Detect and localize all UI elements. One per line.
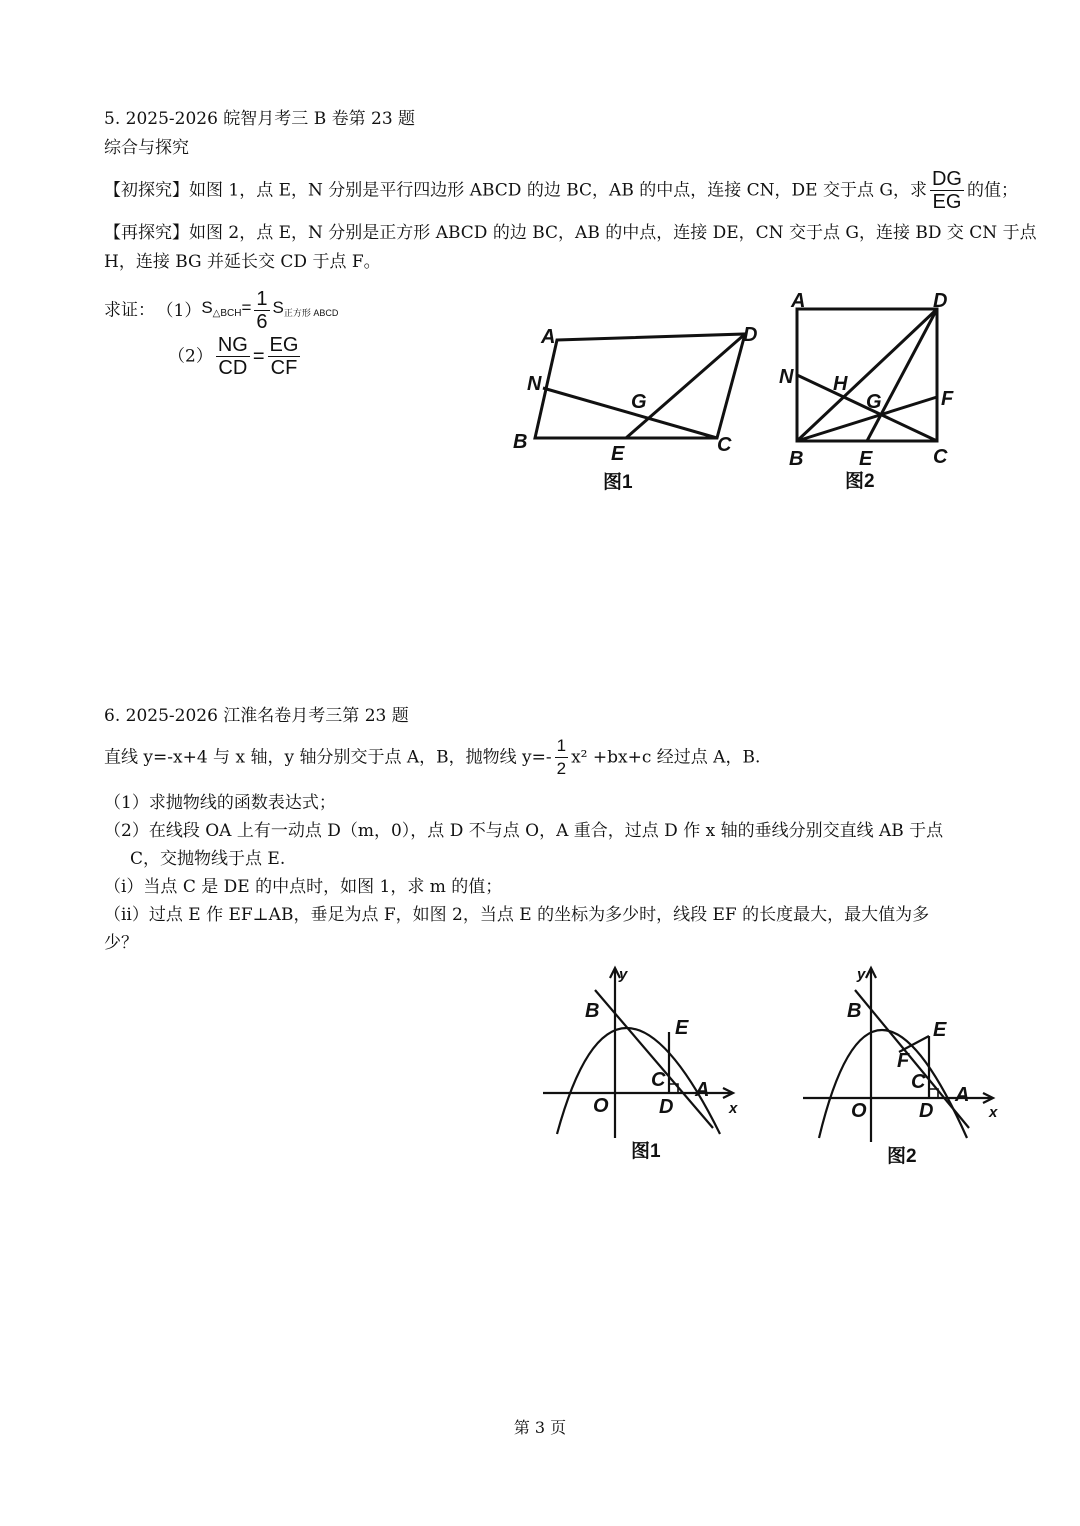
- p1-frac-den: 6: [256, 311, 268, 333]
- label-F: F: [941, 388, 954, 410]
- label-E: E: [933, 1019, 947, 1041]
- q5-zai-line1: [104, 222, 1037, 244]
- q6-part2-a: （2）在线段 OA 上有一动点 D（m，0），点 D 不与点 O，A 重合，过点 D 作 x 轴的垂线分别交直线 AB 于点: [104, 821, 944, 841]
- p2-fraction-2: [268, 334, 301, 379]
- segment-de: [626, 334, 745, 438]
- q6-figure-1: [535, 962, 755, 1167]
- label-H: H: [833, 373, 848, 395]
- p1-frac-num: 1: [256, 288, 268, 310]
- label-A: A: [791, 290, 806, 312]
- label-y: y: [619, 966, 628, 983]
- q6-line1-a: 直线 y=-x+4 与 x 轴，y 轴分别交于点 A，B，抛物线 y=-: [104, 747, 552, 768]
- p2-number: （2）: [168, 346, 213, 367]
- p2-frac2-den: CF: [270, 357, 298, 379]
- label-N: N: [527, 373, 542, 395]
- p2-frac1-num: NG: [217, 334, 248, 356]
- parabola: [819, 1030, 970, 1138]
- p1-number: （1）: [165, 300, 202, 321]
- label-x: x: [729, 1100, 738, 1117]
- fig2-caption: 图2: [845, 471, 875, 492]
- p2-fraction-1: [216, 334, 250, 379]
- chu-label: 【初探究】: [104, 180, 189, 201]
- q5-proof-2: [168, 334, 303, 379]
- label-O: O: [851, 1100, 867, 1122]
- label-G: G: [631, 391, 647, 413]
- q6-part1: （1）求抛物线的函数表达式；: [104, 793, 336, 813]
- p1-fraction: [254, 288, 269, 333]
- q5-header: 5. 2025-2026 皖智月考三 B 卷第 23 题: [104, 109, 416, 129]
- segment-de: [867, 309, 937, 441]
- label-B: B: [789, 448, 804, 470]
- q6-figure-2: [795, 962, 1015, 1172]
- label-B: B: [585, 1000, 600, 1022]
- q6-fraction: [555, 735, 568, 780]
- segment-cn: [543, 388, 717, 438]
- q6-part-ii-a: （ii）过点 E 作 EF⊥AB，垂足为点 F，如图 2，当点 E 的坐标为多少时，线段 EF 的长度最大，最大值为多: [104, 905, 930, 925]
- label-A: A: [955, 1084, 970, 1106]
- label-A: A: [695, 1079, 710, 1101]
- q6-part2-b: C，交抛物线于点 E.: [130, 849, 286, 869]
- zai-label: 【再探究】: [104, 223, 189, 243]
- page-footer: 第 3 页: [513, 1418, 567, 1437]
- line-ab: [595, 990, 713, 1128]
- label-E: E: [611, 443, 625, 465]
- q5-figure-2: [775, 285, 965, 495]
- chu-tail: 的值；: [966, 180, 1018, 201]
- label-D: D: [659, 1096, 674, 1118]
- q6-line1: [104, 735, 760, 780]
- fig1-caption: 图1: [603, 472, 633, 493]
- chu-frac-den: EG: [932, 191, 962, 213]
- segment-bd: [797, 309, 937, 441]
- p1-s2: S: [272, 298, 284, 317]
- label-C: C: [911, 1071, 926, 1093]
- q5-subtitle: 综合与探究: [104, 138, 189, 158]
- label-F: F: [897, 1050, 910, 1072]
- q6-line1-b: x² +bx+c 经过点 A，B.: [571, 747, 761, 768]
- label-E: E: [675, 1017, 689, 1039]
- chu-fraction: [930, 168, 964, 213]
- q5-figure-1: [505, 320, 765, 500]
- p2-frac2-num: EG: [269, 334, 299, 356]
- label-y: y: [857, 966, 866, 983]
- p1-s: S: [201, 297, 213, 317]
- chu-text: 如图 1，点 E，N 分别是平行四边形 ABCD 的边 BC，AB 的中点，连接 CN，DE 交于点 G，求: [189, 180, 927, 201]
- label-C: C: [933, 446, 948, 468]
- proof-label: 求证：: [104, 300, 155, 321]
- q5-chu-line: [104, 168, 1018, 213]
- label-B: B: [513, 431, 528, 453]
- p1-sub2: 正方形 ABCD: [283, 308, 339, 318]
- q6-frac-num: 1: [555, 735, 568, 758]
- label-C: C: [651, 1069, 666, 1091]
- q6-fig1-caption: 图1: [631, 1141, 661, 1162]
- q6-fig2-caption: 图2: [887, 1146, 917, 1167]
- p1-sub: △BCH: [212, 307, 242, 319]
- label-A: A: [541, 326, 556, 348]
- zai-text1: 如图 2，点 E，N 分别是正方形 ABCD 的边 BC，AB 的中点，连接 DE，CN 交于点 G，连接 BD 交 CN 于点: [189, 223, 1037, 243]
- p2-eq: =: [252, 345, 265, 368]
- label-O: O: [593, 1095, 609, 1117]
- label-B: B: [847, 1000, 862, 1022]
- q5-proof-1: [104, 288, 338, 333]
- q6-header: 6. 2025-2026 江淮名卷月考三第 23 题: [104, 706, 409, 726]
- p1-area: [201, 298, 251, 317]
- q5-zai-line2: H，连接 BG 并延长交 CD 于点 F。: [104, 252, 381, 272]
- q6-part-ii-b: 少？: [104, 933, 138, 953]
- label-D: D: [743, 324, 758, 346]
- parallelogram-abcd: [535, 334, 745, 438]
- label-D: D: [919, 1100, 934, 1122]
- label-x: x: [989, 1104, 998, 1121]
- label-G: G: [866, 391, 882, 413]
- label-E: E: [859, 448, 873, 470]
- label-C: C: [717, 434, 732, 456]
- q6-frac-den: 2: [556, 759, 567, 778]
- label-N: N: [779, 366, 794, 388]
- p1-eq: =: [241, 297, 252, 317]
- label-D: D: [933, 290, 948, 312]
- p2-frac1-den: CD: [218, 357, 248, 379]
- q6-part-i: （i）当点 C 是 DE 的中点时，如图 1，求 m 的值；: [104, 877, 503, 897]
- chu-frac-num: DG: [931, 168, 962, 190]
